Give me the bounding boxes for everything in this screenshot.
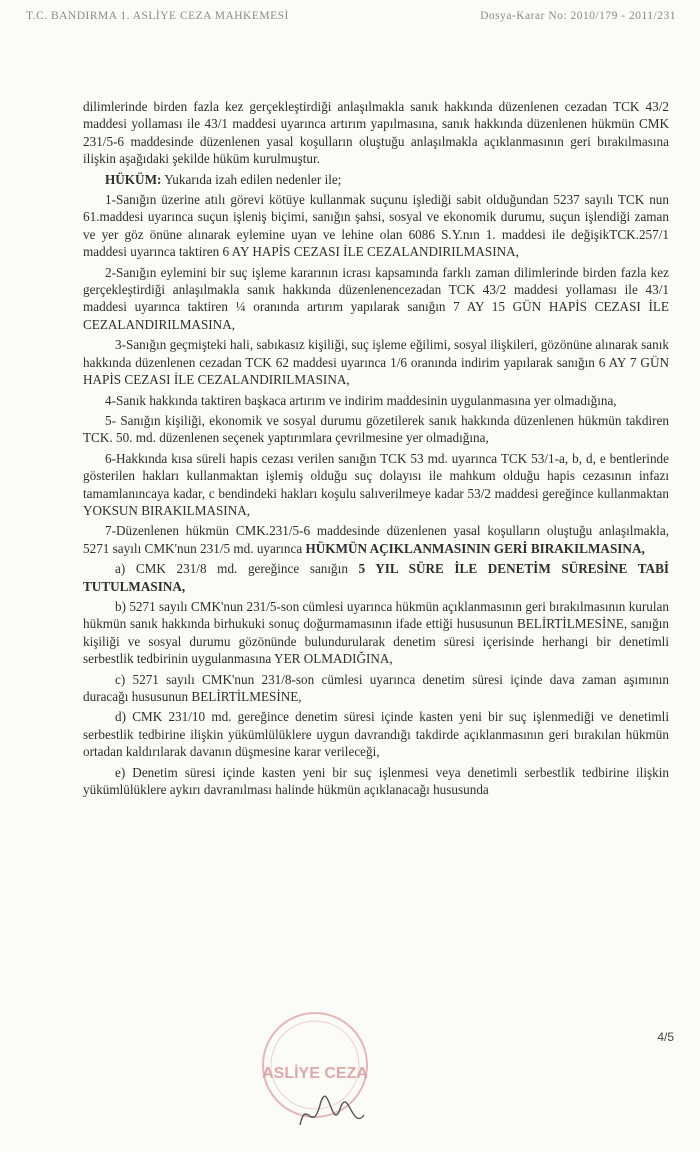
court-name: T.C. BANDIRMA 1. ASLİYE CEZA MAHKEMESİ [26,10,289,22]
paragraph-1: 1-Sanığın üzerine atılı görevi kötüye kullanmak suçunu işlediği sabit olduğundan 5237 sayılı TCK nun 61.maddesi uyarınca suçun işleniş biçimi, sanığın şahsi, sosyal ve ekonomik durumu, suçun işlendiği zaman ve yer göz önüne alınarak eylemine uyan ve lehine olan 6086 S.Y.nın 1. maddesi ile değişikTCK.257/1 maddesi uyarınca taktiren 6 AY HAPİS CEZASI İLE CEZALANDIRILMASINA, [83,192,669,260]
page-header [26,10,676,30]
paragraph-intro: dilimlerinde birden fazla kez gerçekleştirdiği anlaşılmakla sanık hakkında düzenlenen cezadan TCK 43/2 maddesi yollaması ile 43/1 maddesi uyarınca artırım yapılmasına, sanık hakkında düzenlenen hükmün CMK 231/5-6 maddesinde düzenlenen yasal koşulların oluştuğu anlaşılmakla açıklanmasının geri bırakılmasına ilişkin aşağıdaki şekilde hüküm kurulmuştur. [83,99,669,167]
paragraph-2: 2-Sanığın eylemini bir suç işleme kararının icrası kapsamında farklı zaman dilimlerinde birden fazla kez gerçekleştirdiği anlaşılmakla sanık hakkında düzenlenencezadan TCK 43/2 maddesi yollaması ile 43/1 maddesi uyarınca taktiren ¼ oranında artırım yapılarak sanığın 7 AY 15 GÜN HAPİS CEZASI İLE CEZALANDIRILMASINA, [83,264,669,332]
signature [300,1096,364,1125]
paragraph-b: b) 5271 sayılı CMK'nun 231/5-son cümlesi uyarınca hükmün açıklanmasının geri bırakılmasının kurulan hükmün sanık hakkında birhukuki sonuç doğurmamasının ifade ettiği hususunun BELİRTİLMESİNE, sanığın kişiliği ve sosyal durumu gözönünde bulundurularak denetim süresi içerisinde herhangi bir denetimli serbestlik tedbirinin uygulanmasına YER OLMADIĞINA, [83,598,669,667]
court-seal-stamp [240,1005,390,1145]
paragraph-4: 4-Sanık hakkında taktiren başkaca artırım ve indirim maddesinin uygulanmasına yer olmadığına, [105,392,617,408]
document-body [83,98,669,801]
paragraph-3: 3-Sanığın geçmişteki hali, sabıkasız kişiliği, suç işleme eğilimi, sosyal ilişkileri, gözönüne alınarak sanık hakkında düzenlenen cezadan TCK 62 maddesi uyarınca 1/6 oranında indirim yapılarak sanığın 6 AY 7 GÜN HAPİS CEZASI İLE CEZALANDIRILMASINA, [83,337,669,388]
hukum-label: HÜKÜM: [105,171,162,187]
paragraph-e: e) Denetim süresi içinde kasten yeni bir suç işlenmesi veya denetimli serbestlik tedbirine ilişkin yükümlülüklere aykırı davranılması halinde hükmün açıklanacağı hususunda [83,764,669,798]
paragraph-a-text: a) CMK 231/8 md. gereğince sanığın [115,561,359,577]
page-number: 4/5 [657,1030,674,1044]
paragraph-a [83,560,669,595]
paragraph-7-text: 7-Düzenlenen hükmün CMK.231/5-6 maddesinde düzenlenen yasal koşulların oluştuğu anlaşılmakla, 5271 sayılı CMK'nun 231/5 md. uyarınca [83,523,669,556]
seal-text: ASLİYE CEZA [262,1065,368,1082]
paragraph-6: 6-Hakkında kısa süreli hapis cezası verilen sanığın TCK 53 md. uyarınca TCK 53/1-a, b, d, e bentlerinde gösterilen hakları kullanmaktan işlemiş olduğu suç dolayısı ile mahkum olduğu hapis cezasının infazı tamamlanıncaya kadar, c bendindeki hakları koşulu salıverilmeye kadar 53/2 maddesi gereğince kullanmaktan YOKSUN BIRAKILMASINA, [83,450,669,518]
paragraph-c: c) 5271 sayılı CMK'nun 231/8-son cümlesi uyarınca denetim süresi içinde dava zaman aşımının duracağı hususunun BELİRTİLMESİNE, [83,671,669,704]
paragraph-7-bold: HÜKMÜN AÇIKLANMASININ GERİ BIRAKILMASINA, [305,540,645,556]
paragraph-7 [83,522,669,557]
file-number: Dosya-Karar No: 2010/179 - 2011/231 [480,10,676,22]
paragraph-a-bold: 5 YIL SÜRE İLE DENETİM SÜRESİNE TABİ TUTULMASINA, [83,561,669,594]
hukum-heading [83,171,669,188]
paragraph-5: 5- Sanığın kişiliği, ekonomik ve sosyal durumu gözetilerek sanık hakkında düzenlenen hükmün takdiren TCK. 50. md. düzenlenen seçenek yaptırımlara çevrilmesine yer olmadığına, [83,412,669,446]
hukum-text: Yukarıda izah edilen nedenler ile; [161,171,342,187]
paragraph-d: d) CMK 231/10 md. gereğince denetim süresi içinde kasten yeni bir suç işlenmediği ve denetimli serbestlik tedbirine ilişkin yükümlülüklere uygun davrandığı takdirde açıklanmasının geri bırakılan hükmün ortadan kaldırılarak davanın düşmesine karar verileceği, [83,709,669,760]
